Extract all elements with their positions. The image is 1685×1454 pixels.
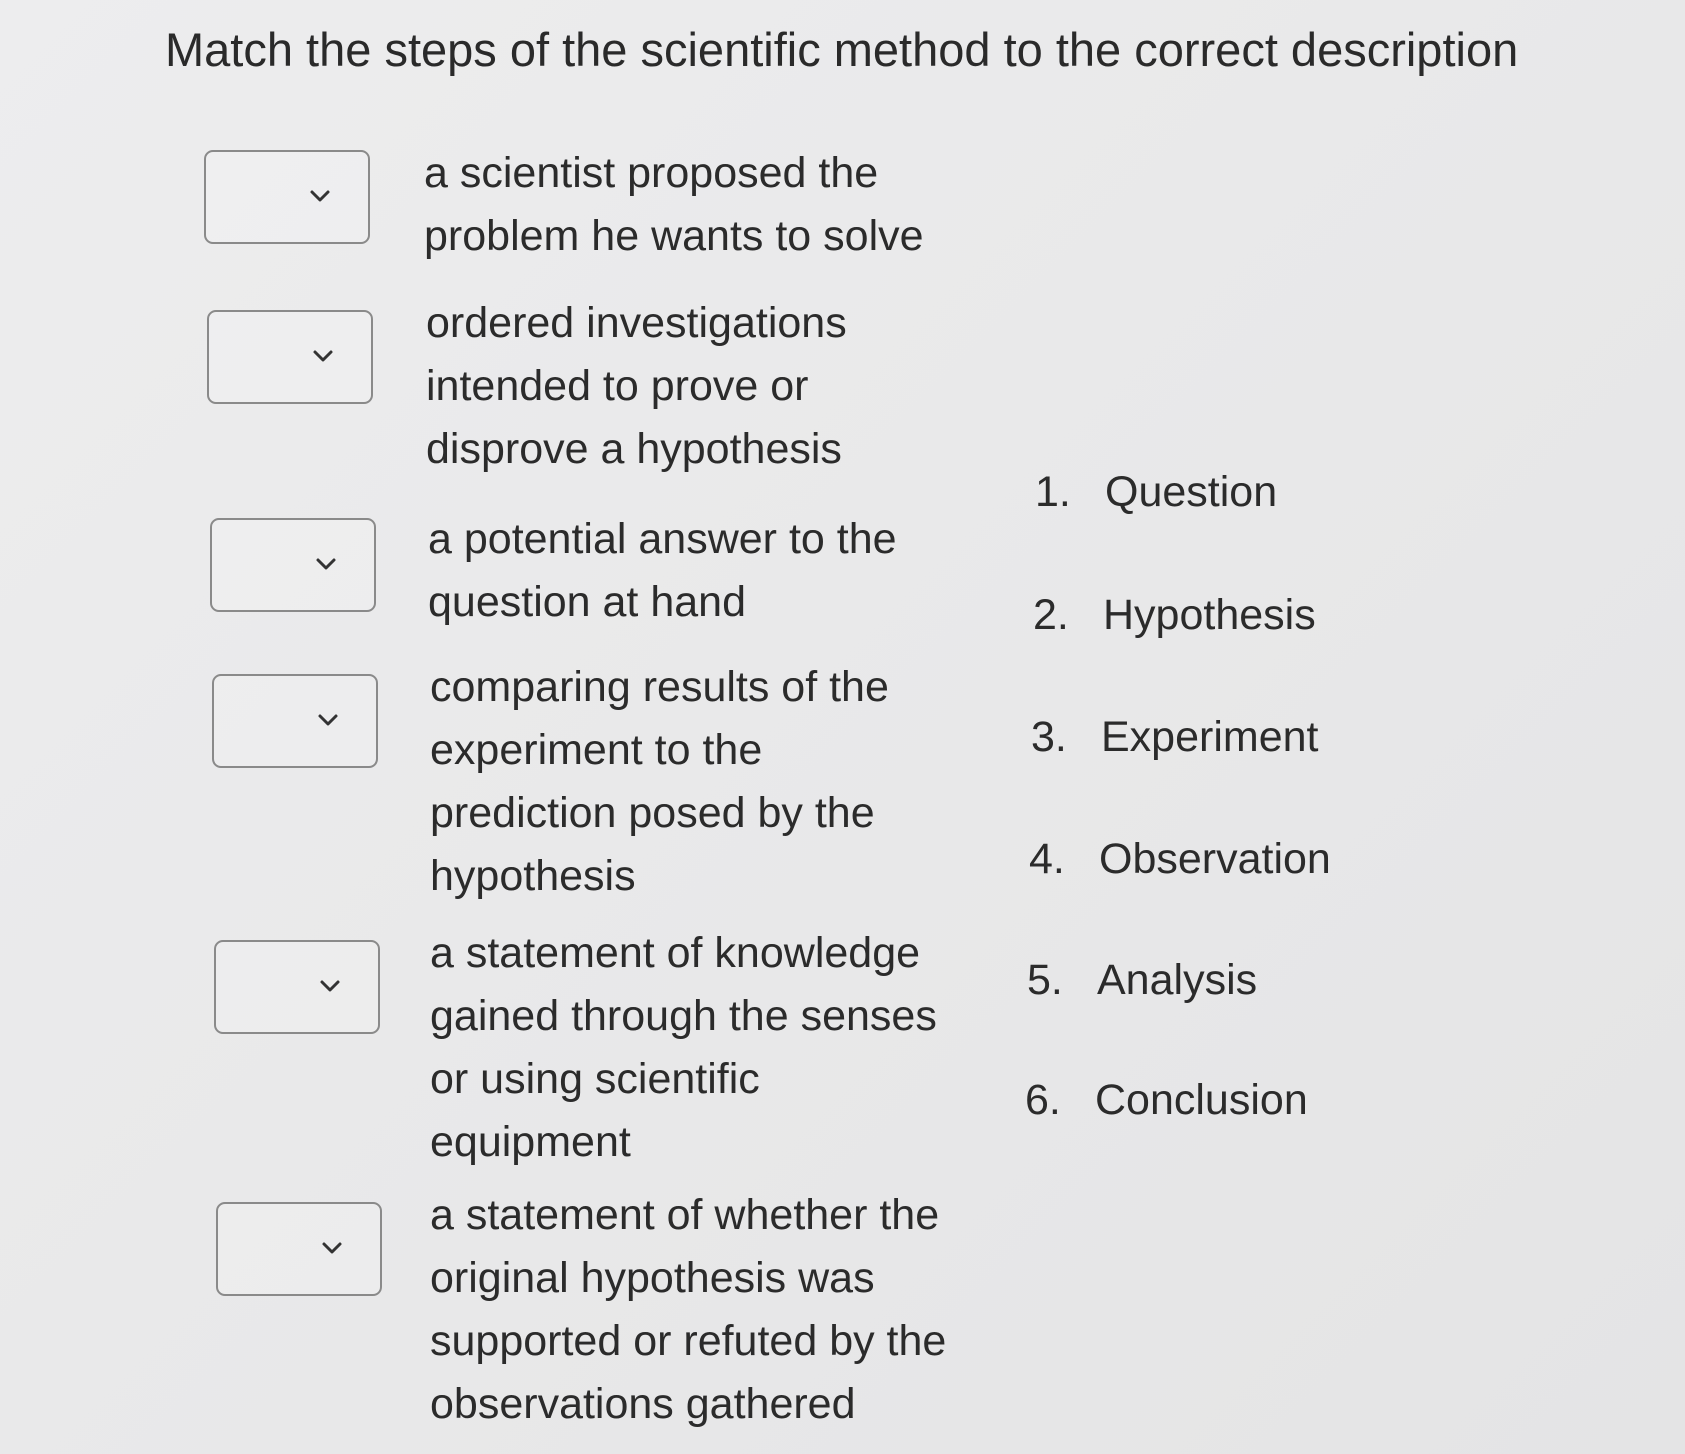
chevron-down-icon [315, 556, 337, 572]
option-item [1035, 462, 1277, 522]
option-label: Hypothesis [1103, 591, 1316, 639]
chevron-down-icon [312, 348, 334, 364]
description-line: question at hand [428, 578, 746, 626]
description-line: a statement of knowledge [430, 929, 921, 977]
option-number: 2. [1033, 591, 1069, 639]
description-5 [430, 922, 937, 1174]
description-line: prediction posed by the [430, 789, 875, 837]
option-item [1031, 707, 1318, 767]
chevron-down-icon [321, 1240, 343, 1256]
description-4 [430, 656, 889, 908]
option-label: Observation [1099, 835, 1331, 883]
option-item [1025, 1070, 1308, 1130]
answer-dropdown-4[interactable] [212, 674, 378, 768]
description-2 [426, 292, 847, 481]
description-line: a scientist proposed the [424, 149, 879, 197]
answer-dropdown-5[interactable] [214, 940, 380, 1034]
description-line: problem he wants to solve [424, 212, 924, 260]
answer-dropdown-3[interactable] [210, 518, 376, 612]
chevron-down-icon [317, 712, 339, 728]
option-number: 1. [1035, 468, 1071, 516]
question-title: Match the steps of the scientific method to the correct description [165, 23, 1519, 76]
description-line: supported or refuted by the [430, 1317, 947, 1365]
description-line: original hypothesis was [430, 1254, 875, 1302]
description-line: observations gathered [430, 1380, 856, 1428]
description-line: disprove a hypothesis [426, 425, 842, 473]
description-line: or using scientific [430, 1055, 760, 1103]
description-line: ordered investigations [426, 299, 847, 347]
option-number: 4. [1029, 835, 1065, 883]
description-line: gained through the senses [430, 992, 937, 1040]
option-label: Question [1105, 468, 1278, 516]
option-label: Conclusion [1095, 1076, 1308, 1124]
option-number: 5. [1027, 956, 1063, 1004]
description-line: comparing results of the [430, 663, 889, 711]
answer-dropdown-2[interactable] [207, 310, 373, 404]
description-1 [424, 142, 924, 268]
description-line: hypothesis [430, 852, 636, 900]
chevron-down-icon [309, 188, 331, 204]
description-line: a potential answer to the [428, 515, 897, 563]
option-item [1033, 585, 1316, 645]
option-item [1029, 829, 1331, 889]
description-line: intended to prove or [426, 362, 809, 410]
description-line: experiment to the [430, 726, 763, 774]
option-label: Experiment [1101, 713, 1319, 761]
answer-dropdown-6[interactable] [216, 1202, 382, 1296]
chevron-down-icon [319, 978, 341, 994]
description-3 [428, 508, 897, 634]
description-6 [430, 1184, 946, 1436]
option-number: 6. [1025, 1076, 1061, 1124]
option-number: 3. [1031, 713, 1067, 761]
description-line: a statement of whether the [430, 1191, 940, 1239]
description-line: equipment [430, 1118, 631, 1166]
answer-dropdown-1[interactable] [204, 150, 370, 244]
option-item [1027, 950, 1257, 1010]
option-label: Analysis [1097, 956, 1258, 1004]
